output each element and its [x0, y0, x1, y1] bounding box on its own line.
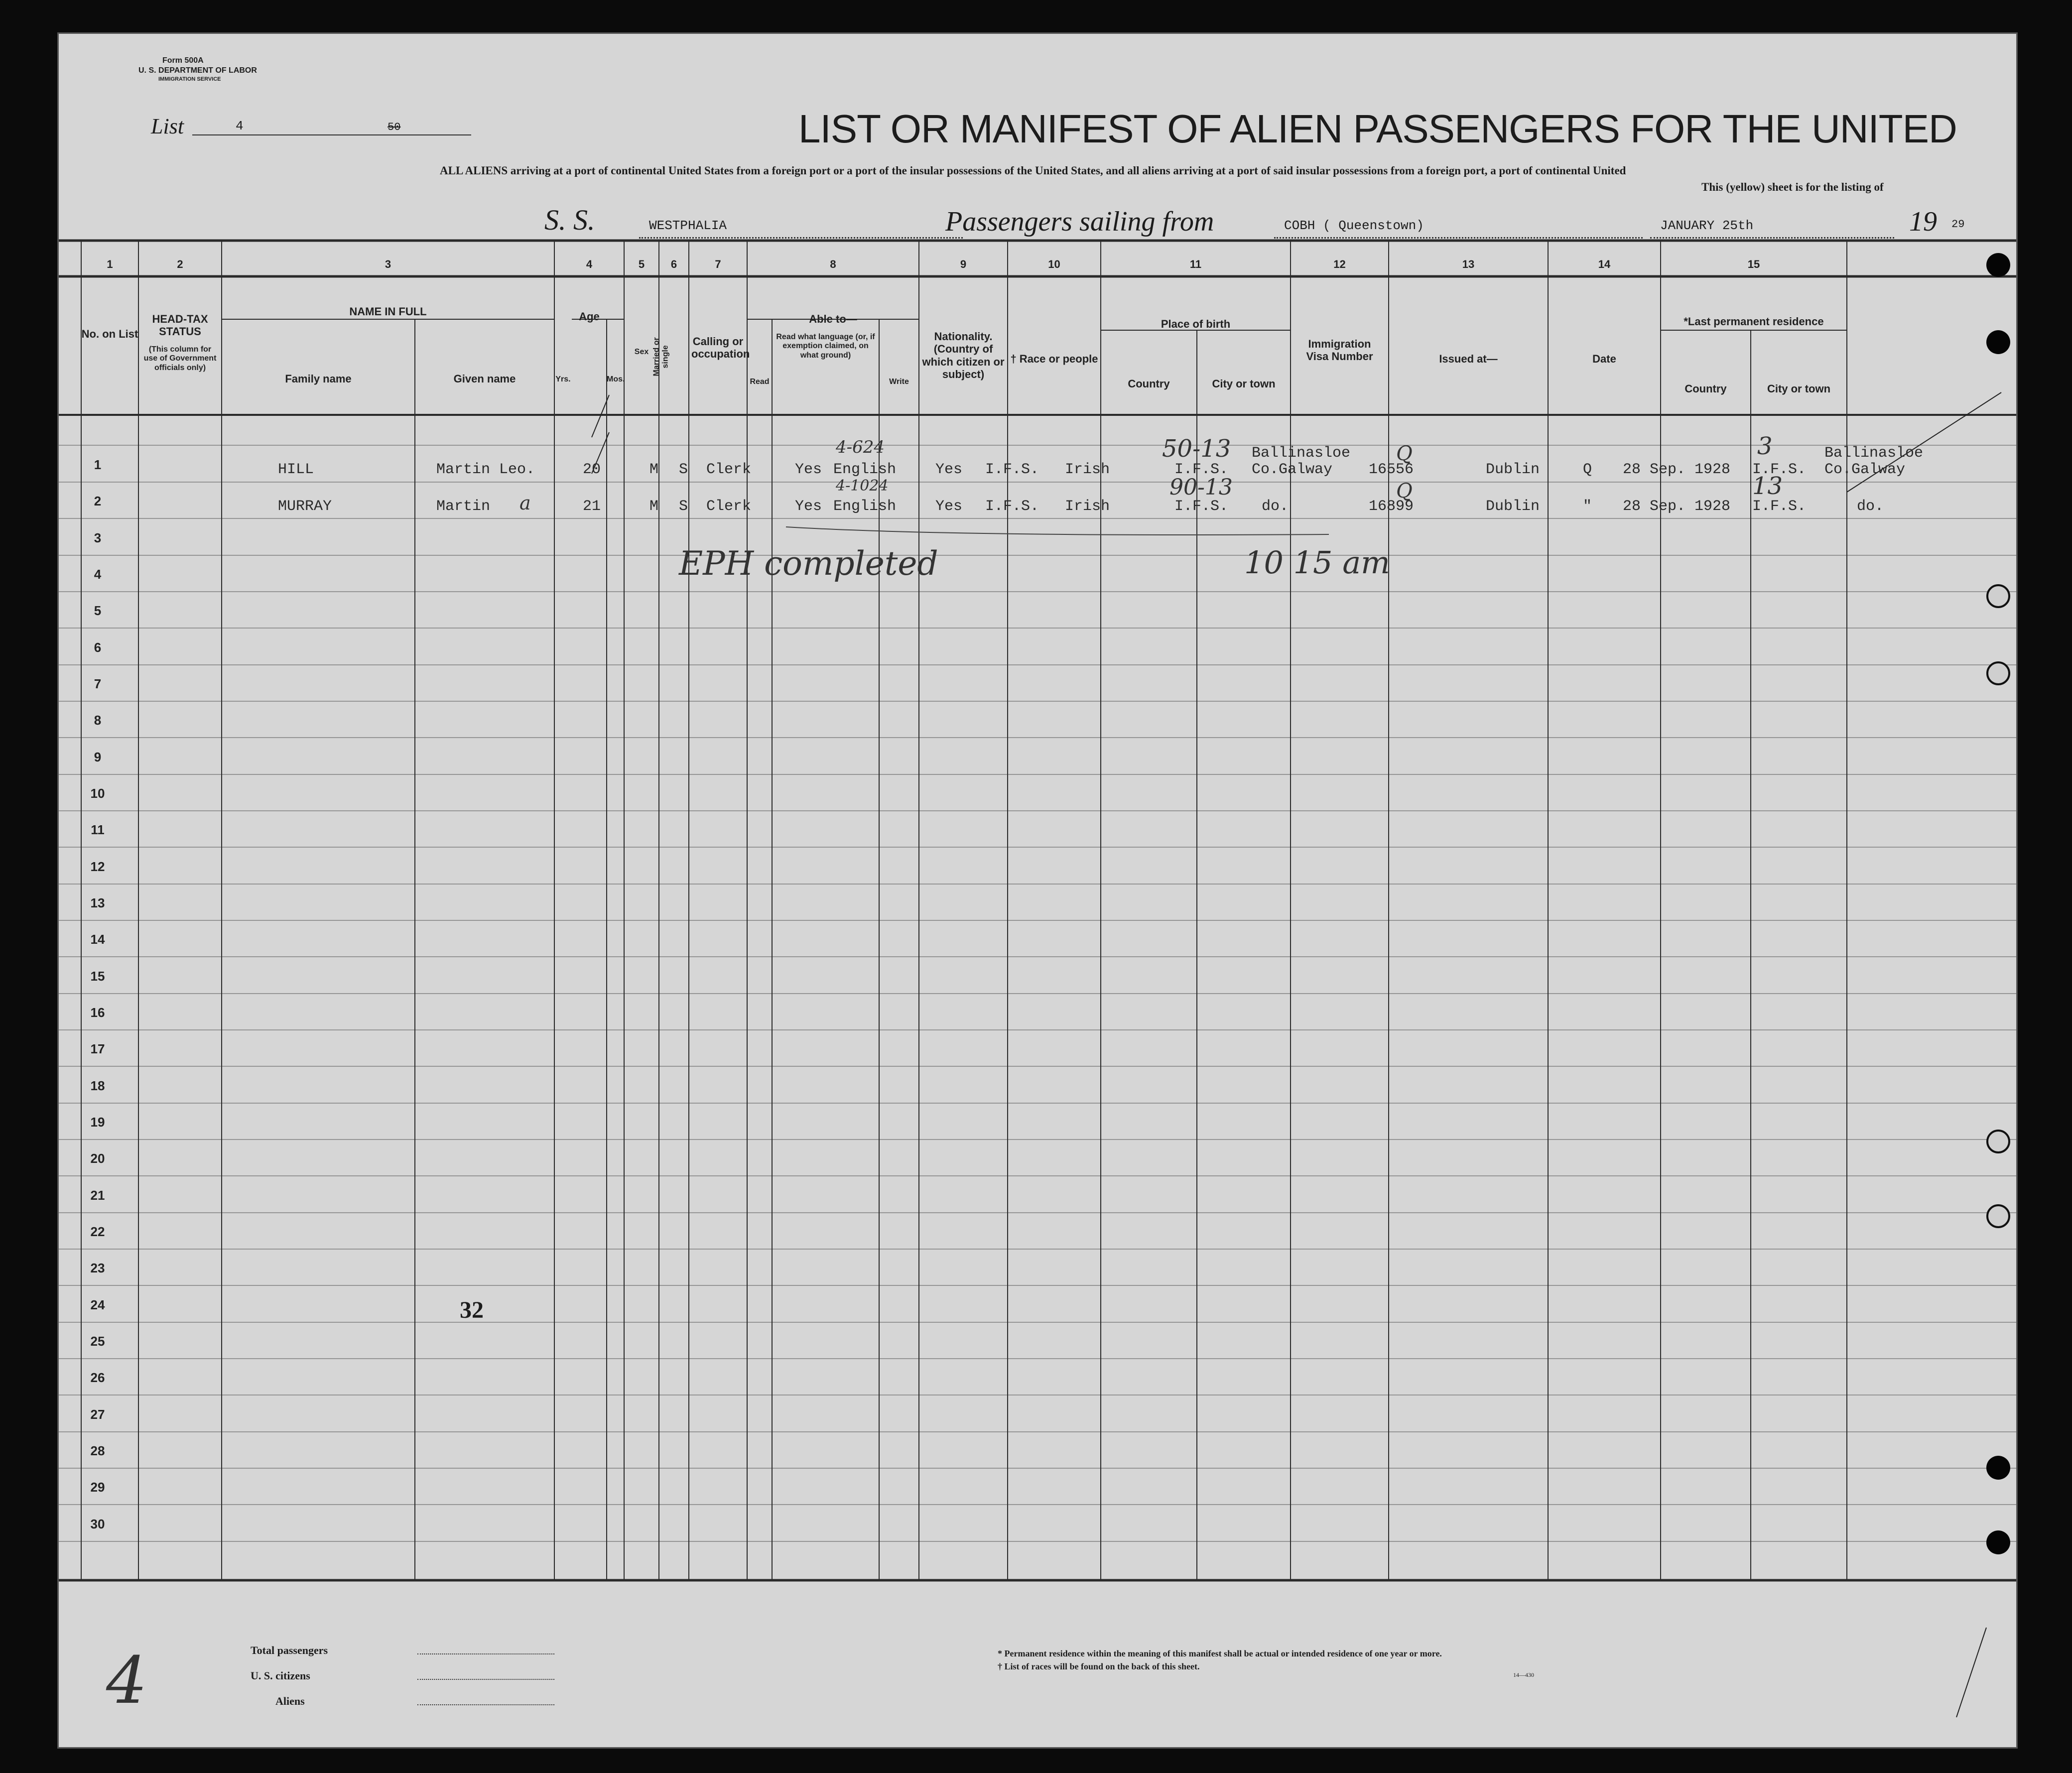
list-value: 4	[236, 119, 244, 133]
sex-cell: M	[649, 498, 659, 515]
binder-hole	[1986, 1530, 2010, 1554]
res-city-cell: Ballinasloe	[1824, 445, 1924, 462]
header-head-tax-note: (This column for use of Government officials only)	[143, 345, 217, 372]
colnum-4: 4	[586, 258, 593, 270]
issued-mark: Q	[1583, 461, 1592, 478]
age-years-cell: 20	[583, 461, 601, 478]
nationality-cell: I.F.S.	[985, 498, 1039, 515]
row-number: 10	[90, 786, 105, 801]
row-number: 29	[90, 1480, 105, 1495]
handwritten-language-note-2: 4-1024	[836, 477, 889, 495]
row-number: 22	[90, 1224, 105, 1239]
header-yrs: Yrs.	[555, 375, 571, 383]
race-cell: Irish	[1065, 498, 1110, 515]
form-number: Form 500A	[162, 56, 204, 65]
binder-hole	[1986, 253, 2010, 277]
write-cell: Yes	[935, 461, 963, 478]
res-country-cell: I.F.S.	[1752, 498, 1807, 515]
footnote-residence: * Permanent residence within the meaning of this manifest shall be actual or intended residence of one year or more.	[998, 1648, 1442, 1658]
footnote-races: † List of races will be found on the back of this sheet.	[998, 1661, 1200, 1671]
row-number: 18	[90, 1078, 105, 1093]
service-label: IMMIGRATION SERVICE	[158, 76, 221, 82]
aliens-line	[417, 1704, 554, 1705]
colnum-3: 3	[385, 258, 391, 270]
handwritten-birth-note-2: 90-13	[1169, 475, 1233, 500]
binder-hole	[1986, 584, 2010, 608]
header-issued-at: Issued at—	[1439, 353, 1498, 365]
row-number: 8	[94, 713, 102, 728]
stamped-number: 32	[460, 1297, 484, 1323]
colnum-12: 12	[1333, 258, 1346, 270]
read-cell: Yes	[795, 461, 822, 478]
row-number: 16	[90, 1005, 105, 1020]
row-number: 23	[90, 1261, 105, 1275]
subtitle-line2: This (yellow) sheet is for the listing of	[1701, 181, 1884, 193]
header-visa: Immigration Visa Number	[1306, 338, 1373, 363]
header-name-in-full: NAME IN FULL	[349, 305, 427, 318]
sailing-date: JANUARY 25th	[1660, 218, 1754, 233]
handwritten-visa-note-2: Q	[1396, 480, 1413, 503]
res-city-cell: do.	[1857, 498, 1884, 515]
race-cell: Irish	[1065, 461, 1110, 478]
header-nationality: Nationality. (Country of which citizen or subject)	[922, 330, 1005, 380]
row-number: 1	[94, 457, 102, 472]
date-cell: 28 Sep. 1928	[1623, 498, 1731, 515]
colnum-2: 2	[177, 258, 183, 270]
header-race: † Race or people	[1010, 353, 1098, 365]
colnum-13: 13	[1462, 258, 1475, 270]
colnum-7: 7	[715, 258, 721, 270]
header-no-on-list: No. on List	[81, 328, 138, 340]
language-cell: English	[833, 461, 897, 478]
handwritten-time-note: 10 15 am	[1244, 544, 1390, 581]
colnum-9: 9	[960, 258, 967, 270]
birth-city-cell: Ballinasloe	[1252, 445, 1351, 462]
header-write: Write	[889, 378, 909, 386]
row-number: 5	[94, 603, 102, 618]
header-birth-city: City or town	[1212, 378, 1276, 390]
colnum-6: 6	[670, 258, 677, 270]
given-name-cell: Martin Leo.	[436, 461, 535, 478]
header-birth-country: Country	[1128, 378, 1170, 390]
issued-cell: Dublin	[1486, 461, 1540, 478]
aliens-label: Aliens	[275, 1695, 305, 1707]
issued-mark: "	[1583, 498, 1592, 515]
calling-cell: Clerk	[706, 461, 752, 478]
header-family-name: Family name	[285, 373, 352, 385]
us-citizens-label: U. S. citizens	[251, 1669, 310, 1682]
header-calling: Calling or occupation	[691, 335, 750, 361]
row-number: 17	[90, 1041, 105, 1056]
married-cell: S	[679, 498, 688, 515]
manifest-sheet	[57, 32, 2018, 1749]
res-country-cell: I.F.S.	[1752, 461, 1807, 478]
birth-country-cell: I.F.S.	[1174, 498, 1229, 515]
header-age: Age	[579, 310, 600, 323]
year-suffix: 29	[1951, 218, 1965, 231]
row-number: 12	[90, 859, 105, 874]
handwritten-language-note-1: 4-624	[836, 437, 885, 457]
married-cell: S	[679, 461, 688, 478]
port-name: COBH ( Queenstown)	[1284, 218, 1424, 233]
list-struck: 50	[388, 121, 401, 133]
header-place-of-birth: Place of birth	[1161, 318, 1231, 330]
subtitle-line1: ALL ALIENS arriving at a port of continental United States from a foreign port or a port of the insular possessions of the United States, and all aliens arriving at a port of said insular possessions from a foreign port, a port of continental United	[440, 164, 1626, 177]
read-cell: Yes	[795, 498, 822, 515]
family-name-cell: HILL	[278, 461, 314, 478]
row-number: 27	[90, 1407, 105, 1422]
handwritten-visa-note-1: Q	[1396, 442, 1413, 465]
colnum-5: 5	[638, 258, 645, 270]
form-code: 14—430	[1513, 1671, 1534, 1678]
row-number: 11	[91, 822, 105, 837]
handwritten-residence-note-2: 13	[1752, 472, 1783, 500]
colnum-11: 11	[1189, 258, 1202, 270]
header-given-name: Given name	[453, 373, 516, 385]
colnum-14: 14	[1598, 258, 1611, 270]
write-cell: Yes	[935, 498, 963, 515]
issued-cell: Dublin	[1486, 498, 1540, 515]
birth-country-cell: I.F.S.	[1174, 461, 1229, 478]
row-number: 26	[90, 1370, 105, 1385]
header-last-residence: *Last permanent residence	[1684, 315, 1824, 328]
row-number: 3	[94, 530, 102, 545]
row-number: 15	[90, 969, 105, 984]
handwritten-completion-note: EPH completed	[679, 544, 938, 583]
row-number: 9	[94, 750, 102, 764]
table-grid	[59, 34, 2016, 1747]
binder-hole	[1986, 1204, 2010, 1228]
ss-label: S. S.	[544, 204, 595, 236]
handwritten-residence-note-1: 3	[1757, 432, 1773, 460]
row-number: 24	[90, 1297, 105, 1312]
row-number: 30	[90, 1517, 105, 1531]
row-number: 6	[94, 640, 102, 655]
birth-city-line2: Co.Galway	[1252, 461, 1333, 478]
header-sex: Sex	[634, 348, 649, 356]
birth-city-cell: do.	[1262, 498, 1289, 515]
row-number: 21	[90, 1188, 105, 1203]
row-number: 25	[90, 1334, 105, 1349]
visa-cell: 16899	[1369, 498, 1414, 515]
total-passengers-line	[417, 1653, 554, 1654]
language-cell: English	[833, 498, 897, 515]
res-city-line2: Co.Galway	[1824, 461, 1906, 478]
header-read-language: Read what language (or, if exemption claimed, on what ground)	[776, 333, 875, 360]
row-number: 28	[90, 1443, 105, 1458]
row-number: 7	[94, 676, 102, 691]
row-number: 4	[94, 567, 102, 582]
row-number: 20	[90, 1151, 105, 1166]
sex-cell: M	[649, 461, 659, 478]
colnum-15: 15	[1747, 258, 1760, 270]
handwritten-margin-number: 4	[106, 1643, 147, 1718]
age-years-cell: 21	[583, 498, 601, 515]
family-name-cell: MURRAY	[278, 498, 332, 515]
binder-hole	[1986, 1456, 2010, 1480]
header-read: Read	[750, 378, 770, 386]
header-head-tax: HEAD-TAX STATUS	[152, 313, 208, 338]
header-date: Date	[1592, 353, 1616, 365]
header-res-city: City or town	[1767, 382, 1831, 395]
page-title: LIST OR MANIFEST OF ALIEN PASSENGERS FOR THE UNITED	[798, 107, 1957, 151]
header-able-to: Able to—	[809, 313, 857, 325]
ship-name: WESTPHALIA	[649, 218, 727, 233]
handwritten-given-note: a	[519, 492, 531, 514]
date-cell: 28 Sep. 1928	[1623, 461, 1731, 478]
given-name-cell: Martin	[436, 498, 491, 515]
colnum-8: 8	[830, 258, 836, 270]
calling-cell: Clerk	[706, 498, 752, 515]
us-citizens-line	[417, 1679, 554, 1680]
binder-hole	[1986, 661, 2010, 685]
header-res-country: Country	[1684, 382, 1727, 395]
header-mos: Mos.	[607, 375, 625, 383]
total-passengers-label: Total passengers	[251, 1644, 328, 1656]
binder-hole	[1986, 330, 2010, 354]
year-prefix: 19	[1909, 206, 1937, 237]
visa-cell: 16556	[1369, 461, 1414, 478]
binder-hole	[1986, 1130, 2010, 1153]
colnum-10: 10	[1048, 258, 1060, 270]
nationality-cell: I.F.S.	[985, 461, 1039, 478]
sailing-label: Passengers sailing from	[945, 206, 1214, 237]
row-number: 19	[90, 1115, 105, 1130]
row-number: 2	[94, 494, 102, 508]
department-label: U. S. DEPARTMENT OF LABOR	[138, 66, 257, 75]
list-label: List	[151, 114, 184, 138]
handwritten-birth-note-1: 50-13	[1162, 435, 1231, 463]
header-married: Married or single	[652, 337, 670, 377]
colnum-1: 1	[107, 258, 113, 270]
row-number: 14	[90, 932, 105, 947]
row-number: 13	[90, 895, 105, 910]
